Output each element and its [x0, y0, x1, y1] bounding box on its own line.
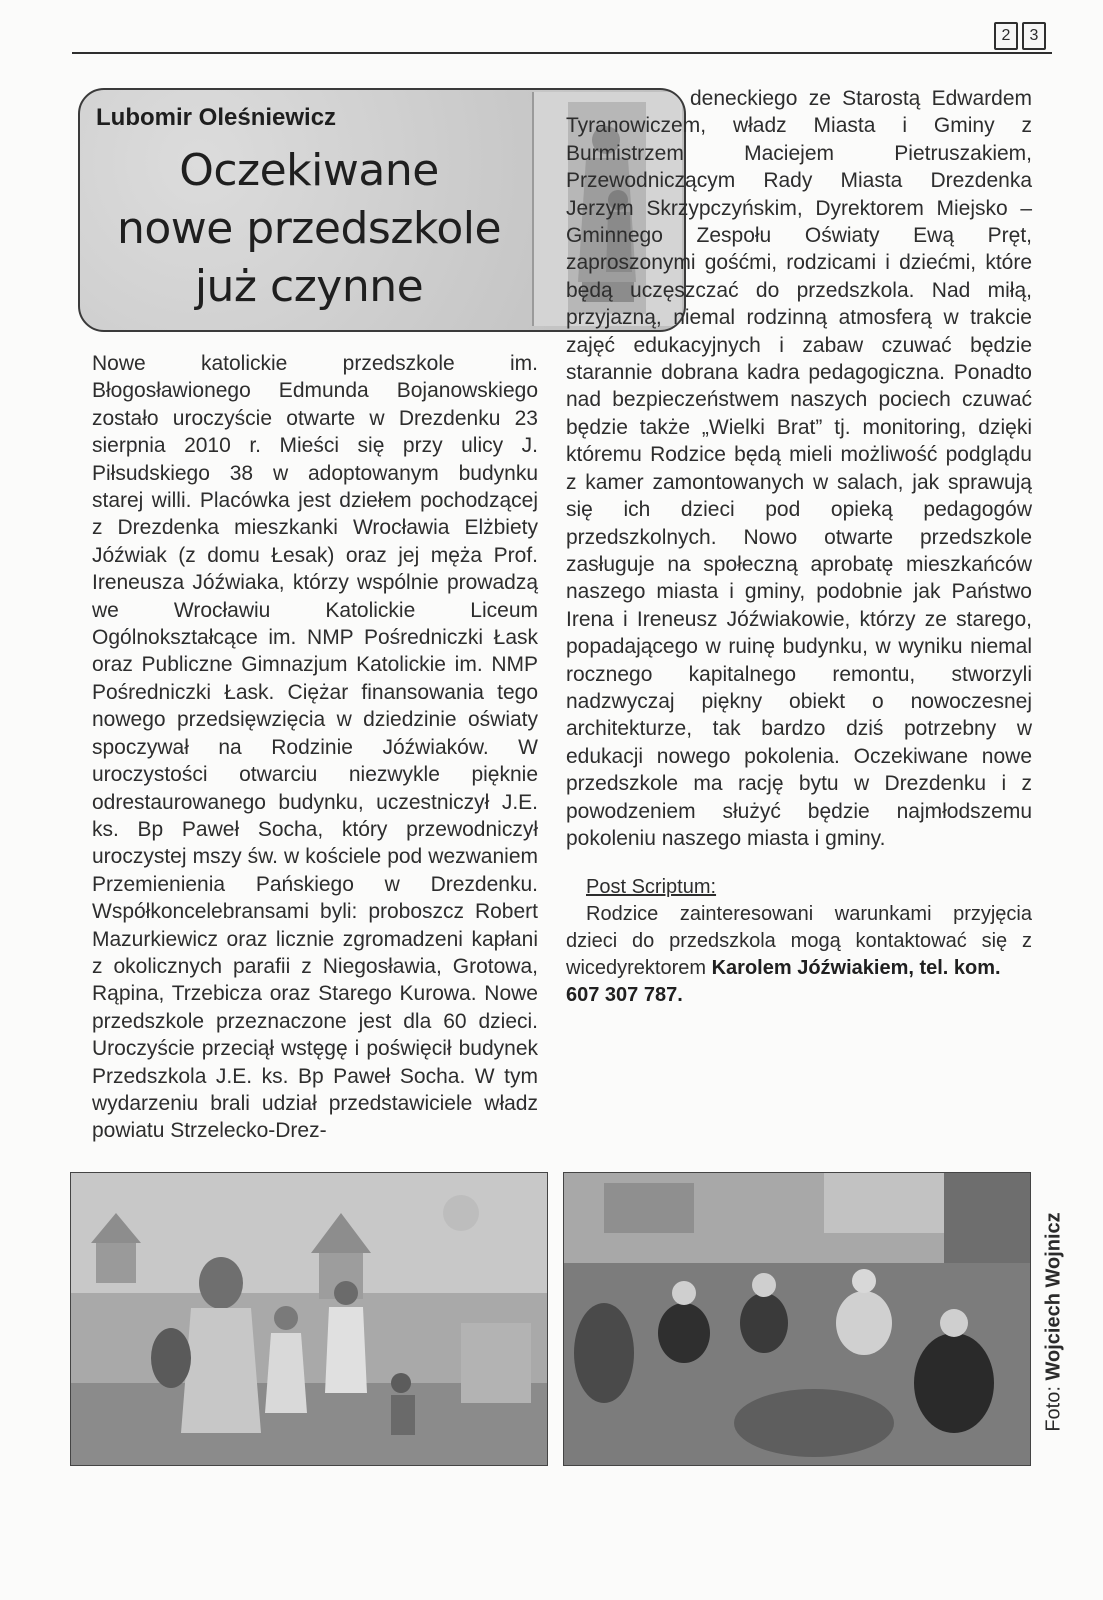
post-scriptum-phone: 607 307 787.	[566, 984, 683, 1007]
credit-name: Wojciech Wojnicz	[1042, 1212, 1065, 1381]
post-scriptum-contact: Karolem Jóźwiakiem, tel. kom.	[711, 957, 1001, 980]
photo-credit-text	[1043, 1212, 1066, 1431]
post-scriptum-phone-line	[566, 982, 1032, 1009]
article-title	[84, 142, 534, 316]
post-scriptum-title: Post Scriptum:	[586, 876, 717, 899]
page-number-left: 2	[994, 22, 1018, 50]
credit-prefix: Foto:	[1042, 1386, 1065, 1432]
header-rule	[72, 52, 1052, 54]
article-author: Lubomir Oleśniewicz	[96, 104, 337, 131]
photo-ceremony	[563, 1172, 1031, 1466]
title-line-3: już czynne	[194, 261, 424, 312]
photo-credit	[1034, 1172, 1074, 1472]
title-line-2: nowe przedszkole	[116, 203, 502, 254]
post-scriptum-body: Rodzice zainteresowani warunkami przyjęcia dzieci do przedszkola mogą kontaktować się z wicedyrektorem	[566, 903, 1032, 980]
photo-classroom	[70, 1172, 548, 1466]
page-number-right: 3	[1022, 22, 1046, 50]
right-column-text: deneckiego ze Starostą Edwardem Tyranowiczem, władz Miasta i Gminy z Burmistrzem Maciejem Pietruszakiem, Przewodniczącym Rady Miasta Drezdenka Jerzym Skrzypczyńskim, Dyrektorem Miejsko – Gminnego Zespołu Oświaty Ewą Pręt, zaproszonymi gośćmi, rodzicami i dziećmi, które będą uczęszczać do przedszkola. Nad miłą, przyjazną, niemal rodzinną atmosferą w trakcie zajęć edukacyjnych i zabaw czuwać będzie starannie dobrana kadra pedagogiczna. Ponadto nad bezpieczeństwem naszych pociech czuwać będzie także „Wielki Brat” tj. monitoring, dzięki któremu Rodzice będą mieli możliwość podglądu z kamer zamontowanych w salach, jak sprawują się ich dzieci pod opieką pedagogów przedszkolnych. Nowo otwarte przedszkole zasługuje na społeczną aprobatę mieszkańców naszego miasta i gminy, podobnie jak Państwo Irena i Ireneusz Jóźwiakowie, którzy ze starego, popadającego w ruinę budynku, w wyniku niemal rocznego kapitalnego remontu, stworzyli nadzwyczaj piękny obiekt o nowoczesnej architekturze, tak bardzo dziś potrzebny w edukacji nowego pokolenia. Oczekiwane nowe przedszkole ma rację bytu w Drezdenku i z powodzeniem służyć będzie najmłodszemu pokoleniu naszego miasta i gminy.	[566, 87, 1032, 850]
left-column-text: Nowe katolickie przedszkole im. Błogosławionego Edmunda Bojanowskiego zostało uroczyście otwarte w Drezdenku 23 sierpnia 2010 r. Mieści się przy ulicy J. Piłsudskiego 38 w adoptowanym budynku starej willi. Placówka jest dziełem pochodzącej z Drezdenka mieszkanki Wrocławia Elżbiety Jóźwiak (z domu Łesak) oraz jej męża Prof. Ireneusza Jóźwiaka, którzy wspólnie prowadzą we Wrocławiu Katolickie Liceum Ogólnokształcące im. NMP Pośredniczki Łask oraz Publiczne Gimnazjum Katolickie im. NMP Pośredniczki Łask. Ciężar finansowania tego nowego przedsięwzięcia w dziedzinie oświaty spoczywał na Rodzinie Jóźwiaków. W uroczystości otwarciu niezwykle pięknie odrestaurowanego budynku, uczestniczył J.E. ks. Bp Paweł Socha, który przewodniczył uroczystej mszy św. w kościele pod wezwaniem Przemienienia Pańskiego w Drezdenku. Współkoncelebransami byli: proboszcz Robert Mazurkiewicz oraz licznie zgromadzeni kapłani z okolicznych parafii z Niegosławia, Grotowa, Rąpina, Trzebicza oraz Starego Kurowa. Nowe przedszkole przeznaczone jest dla 60 dzieci. Uroczyście przeciął wstęgę i poświęcił budynek Przedszkola J.E. ks. Bp Paweł Socha. W tym wydarzeniu brali udział przedstawiciele władz powiatu Strzelecko-Drez-	[92, 352, 538, 1143]
title-line-1: Oczekiwane	[179, 145, 439, 196]
right-column	[566, 85, 1032, 1009]
post-scriptum-text	[566, 901, 1032, 982]
